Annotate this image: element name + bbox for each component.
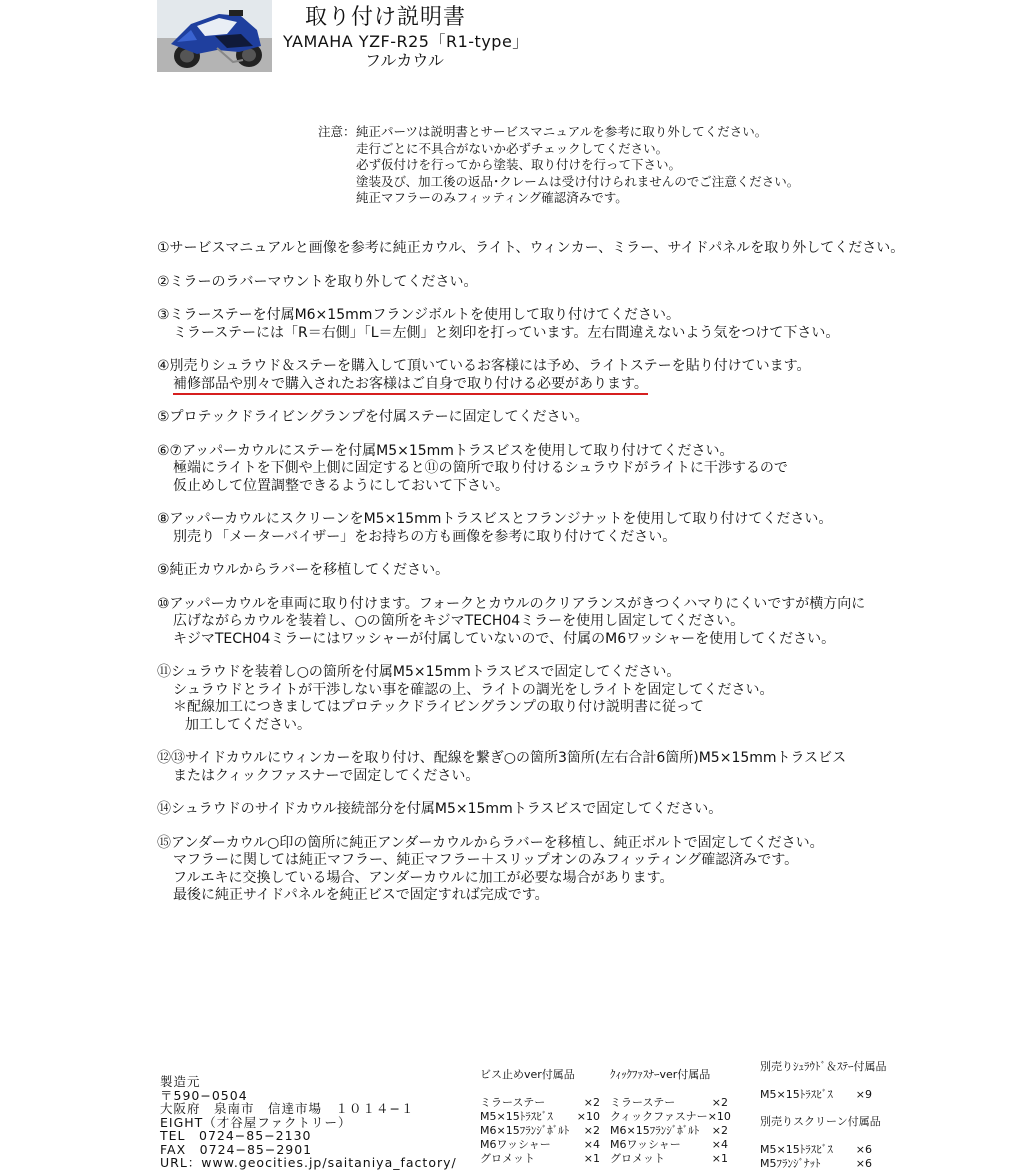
step-line: ⑭シュラウドのサイドカウル接続部分を付属M5×15mmトラスビスで固定してください。 [157,801,723,817]
parts-item [760,1143,872,1157]
step-line: 極端にライトを下側や上側に固定すると⑪の箇所で取り付けるシュラウドがライトに干渉するので [173,460,788,476]
part-qty: ×6 [855,1143,872,1156]
step-line: ⑩アッパーカウルを車両に取り付けます。フォークとカウルのクリアランスがきつくハマりにくいですが横方向に [157,595,866,612]
part-name: M6ワッシャー [610,1138,681,1151]
footer-line: 大阪府 泉南市 信達市場 １０１４−１ [160,1101,415,1116]
step-5 [157,409,977,427]
part-qty: ×2 [711,1124,728,1137]
part-name: M5×15ﾄﾗｽﾋﾞｽ [760,1143,833,1156]
step-4 [157,358,977,393]
document-subtitle: YAMAHA YZF-R25「R1-type」 [283,32,529,51]
instruction-steps [157,240,977,921]
step-line: ⑤プロテックドライビングランプを付属ステーに固定してください。 [157,409,589,425]
step-line: 別売り「メーターバイザー」をお持ちの方も画像を参考に取り付けてください。 [173,528,677,545]
footer-line: 製造元 [160,1074,201,1089]
part-name: ミラーステー [610,1096,676,1109]
step-2 [157,274,977,292]
notice-block [318,124,799,207]
part-qty: ×1 [583,1152,600,1165]
part-qty: ×9 [855,1088,872,1101]
step-line: 広げながらカウルを装着し、○の箇所をキジマTECH04ミラーを使用し固定してください。 [173,613,745,629]
step-line: シュラウドとライトが干渉しない事を確認の上、ライトの調光をしライトを固定してください。 [173,681,774,698]
part-name: M6ワッシャー [480,1138,551,1151]
motorcycle-photo [157,0,272,72]
parts-list-header: 別売りスクリーン付属品 [760,1115,881,1128]
parts-list-quick-fastener [610,1068,731,1166]
part-name: M5ﾌﾗﾝｼﾞﾅｯﾄ [760,1157,821,1170]
step-line: ⑮アンダーカウル○印の箇所に純正アンダーカウルからラバーを移植し、純正ボルトで固定してください。 [157,834,824,851]
step-line-highlighted [157,376,977,394]
parts-list-header: ｸｨｯｸﾌｧｽﾅｰver付属品 [610,1068,711,1081]
parts-list-header: ビス止めver付属品 [480,1068,575,1081]
notice-line: 走行ごとに不具合がないか必ずチェックしてください。 [356,140,669,156]
part-qty: ×2 [583,1124,600,1137]
step-11 [157,664,977,734]
step-line: ⑥⑦アッパーカウルにステーを付属M5×15mmトラスビスを使用して取り付けてください。 [157,442,734,459]
parts-list-shroud [760,1060,887,1102]
footer-line: TEL 0724−85−2130 [160,1128,312,1143]
parts-item [480,1124,600,1138]
parts-item [760,1088,872,1102]
part-qty: ×10 [576,1110,600,1123]
step-line: フルエキに交換している場合、アンダーカウルに加工が必要な場合があります。 [173,869,674,886]
step-line: ミラーステーには「R＝右側」「L＝左側」と刻印を打っています。左右間違えないよう気をつけて下さい。 [173,324,840,341]
part-qty: ×2 [583,1096,600,1109]
step-line: ⑫⑬サイドカウルにウィンカーを取り付け、配線を繋ぎ○の箇所3箇所(左右合計6箇所)M5×15mmトラスビス [157,750,847,766]
step-line: ③ミラーステーを付属M6×15mmフランジボルトを使用して取り付けてください。 [157,307,681,323]
step-line: 加工してください。 [185,716,311,733]
step-line: マフラーに関しては純正マフラー、純正マフラー＋スリップオンのみフィッティング確認済みです。 [173,852,799,868]
part-qty: ×10 [707,1110,731,1123]
notice-label: 注意： [318,124,356,139]
footer-line: FAX 0724−85−2901 [160,1141,313,1157]
step-6-7 [157,443,977,496]
part-name: グロメット [610,1152,665,1165]
parts-item [760,1157,872,1171]
footer-line: 〒590−0504 [160,1087,248,1103]
part-name: M6×15ﾌﾗﾝｼﾞﾎﾞﾙﾄ [480,1124,570,1137]
notice-line: 塗装及び、加工後の返品･クレームは受け付けられませんのでご注意ください。 [356,173,800,189]
part-qty: ×4 [583,1138,600,1151]
step-line: ①サービスマニュアルと画像を参考に純正カウル、ライト、ウィンカー、ミラー、サイドパネルを取り外してください。 [157,240,905,256]
step-line: ＊配線加工につきましてはプロテックドライビングランプの取り付け説明書に従って [173,699,705,715]
step-12-13 [157,750,977,785]
part-name: M5×15ﾄﾗｽﾋﾞｽ [760,1088,833,1101]
parts-item [610,1138,728,1152]
part-qty: ×2 [711,1096,728,1109]
parts-item [480,1110,600,1124]
notice-line: 純正パーツは説明書とサービスマニュアルを参考に取り外してください。 [356,124,768,139]
notice-line: 純正マフラーのみフィッティング確認済みです。 [356,190,628,205]
footer-url: URL：www.geocities.jp/saitaniya_factory/ [160,1155,457,1170]
step-line: キジマTECH04ミラーにはワッシャーが付属していないので、付属のM6ワッシャーを使用してください。 [173,630,836,647]
step-10 [157,596,977,649]
step-line: ②ミラーのラバーマウントを取り外してください。 [157,273,478,290]
document-title: 取り付け説明書 [305,5,467,30]
parts-list-bis [480,1068,600,1166]
parts-item [480,1138,600,1152]
step-line: 最後に純正サイドパネルを純正ビスで固定すれば完成です。 [173,887,549,903]
parts-item [610,1110,731,1124]
step-line: 仮止めして位置調整できるようにしておいて下さい。 [173,477,509,494]
notice-line: 必ず仮付けを行ってから塗装、取り付けを行って下さい。 [356,157,682,172]
part-qty: ×6 [855,1157,872,1170]
parts-item [610,1096,728,1110]
step-line: ⑧アッパーカウルにスクリーンをM5×15mmトラスビスとフランジナットを使用して取り付けてください。 [157,511,833,527]
document-subtitle-type: フルカウル [365,51,444,70]
step-line: ④別売りシュラウド＆ステーを購入して頂いているお客様には予め、ライトステーを貼り付けています。 [157,358,811,374]
step-8 [157,511,977,546]
part-qty: ×1 [711,1152,728,1165]
parts-item [610,1152,728,1166]
part-name: ミラーステー [480,1096,546,1109]
step-line: またはクィックファスナーで固定してください。 [173,767,480,784]
step-15 [157,835,977,905]
step-3 [157,307,977,342]
part-name: M6×15ﾌﾗﾝｼﾞﾎﾞﾙﾄ [610,1124,700,1137]
parts-list-screen [760,1115,881,1171]
parts-item [480,1152,600,1166]
step-9 [157,562,977,580]
part-qty: ×4 [711,1138,728,1151]
manufacturer-info [160,1075,457,1170]
part-name: クィックファスナー [610,1110,708,1123]
parts-item [610,1124,728,1138]
part-name: M5×15ﾄﾗｽﾋﾞｽ [480,1110,553,1123]
notice-row [318,124,799,141]
parts-list-header: 別売りｼｭﾗｳﾄﾞ＆ｽﾃｰ付属品 [760,1060,887,1073]
parts-item [480,1096,600,1110]
step-1 [157,240,977,258]
step-line: ⑨純正カウルからラバーを移植してください。 [157,562,450,578]
red-underline-text: 補修部品や別々で購入されたお客様はご自身で取り付ける必要があります。 [173,376,648,395]
step-line: ⑪シュラウドを装着し○の箇所を付属M5×15mmトラスビスで固定してください。 [157,664,681,680]
step-14 [157,801,977,819]
part-name: グロメット [480,1152,535,1165]
footer-line: EIGHT（才谷屋ファクトリー） [160,1114,352,1130]
